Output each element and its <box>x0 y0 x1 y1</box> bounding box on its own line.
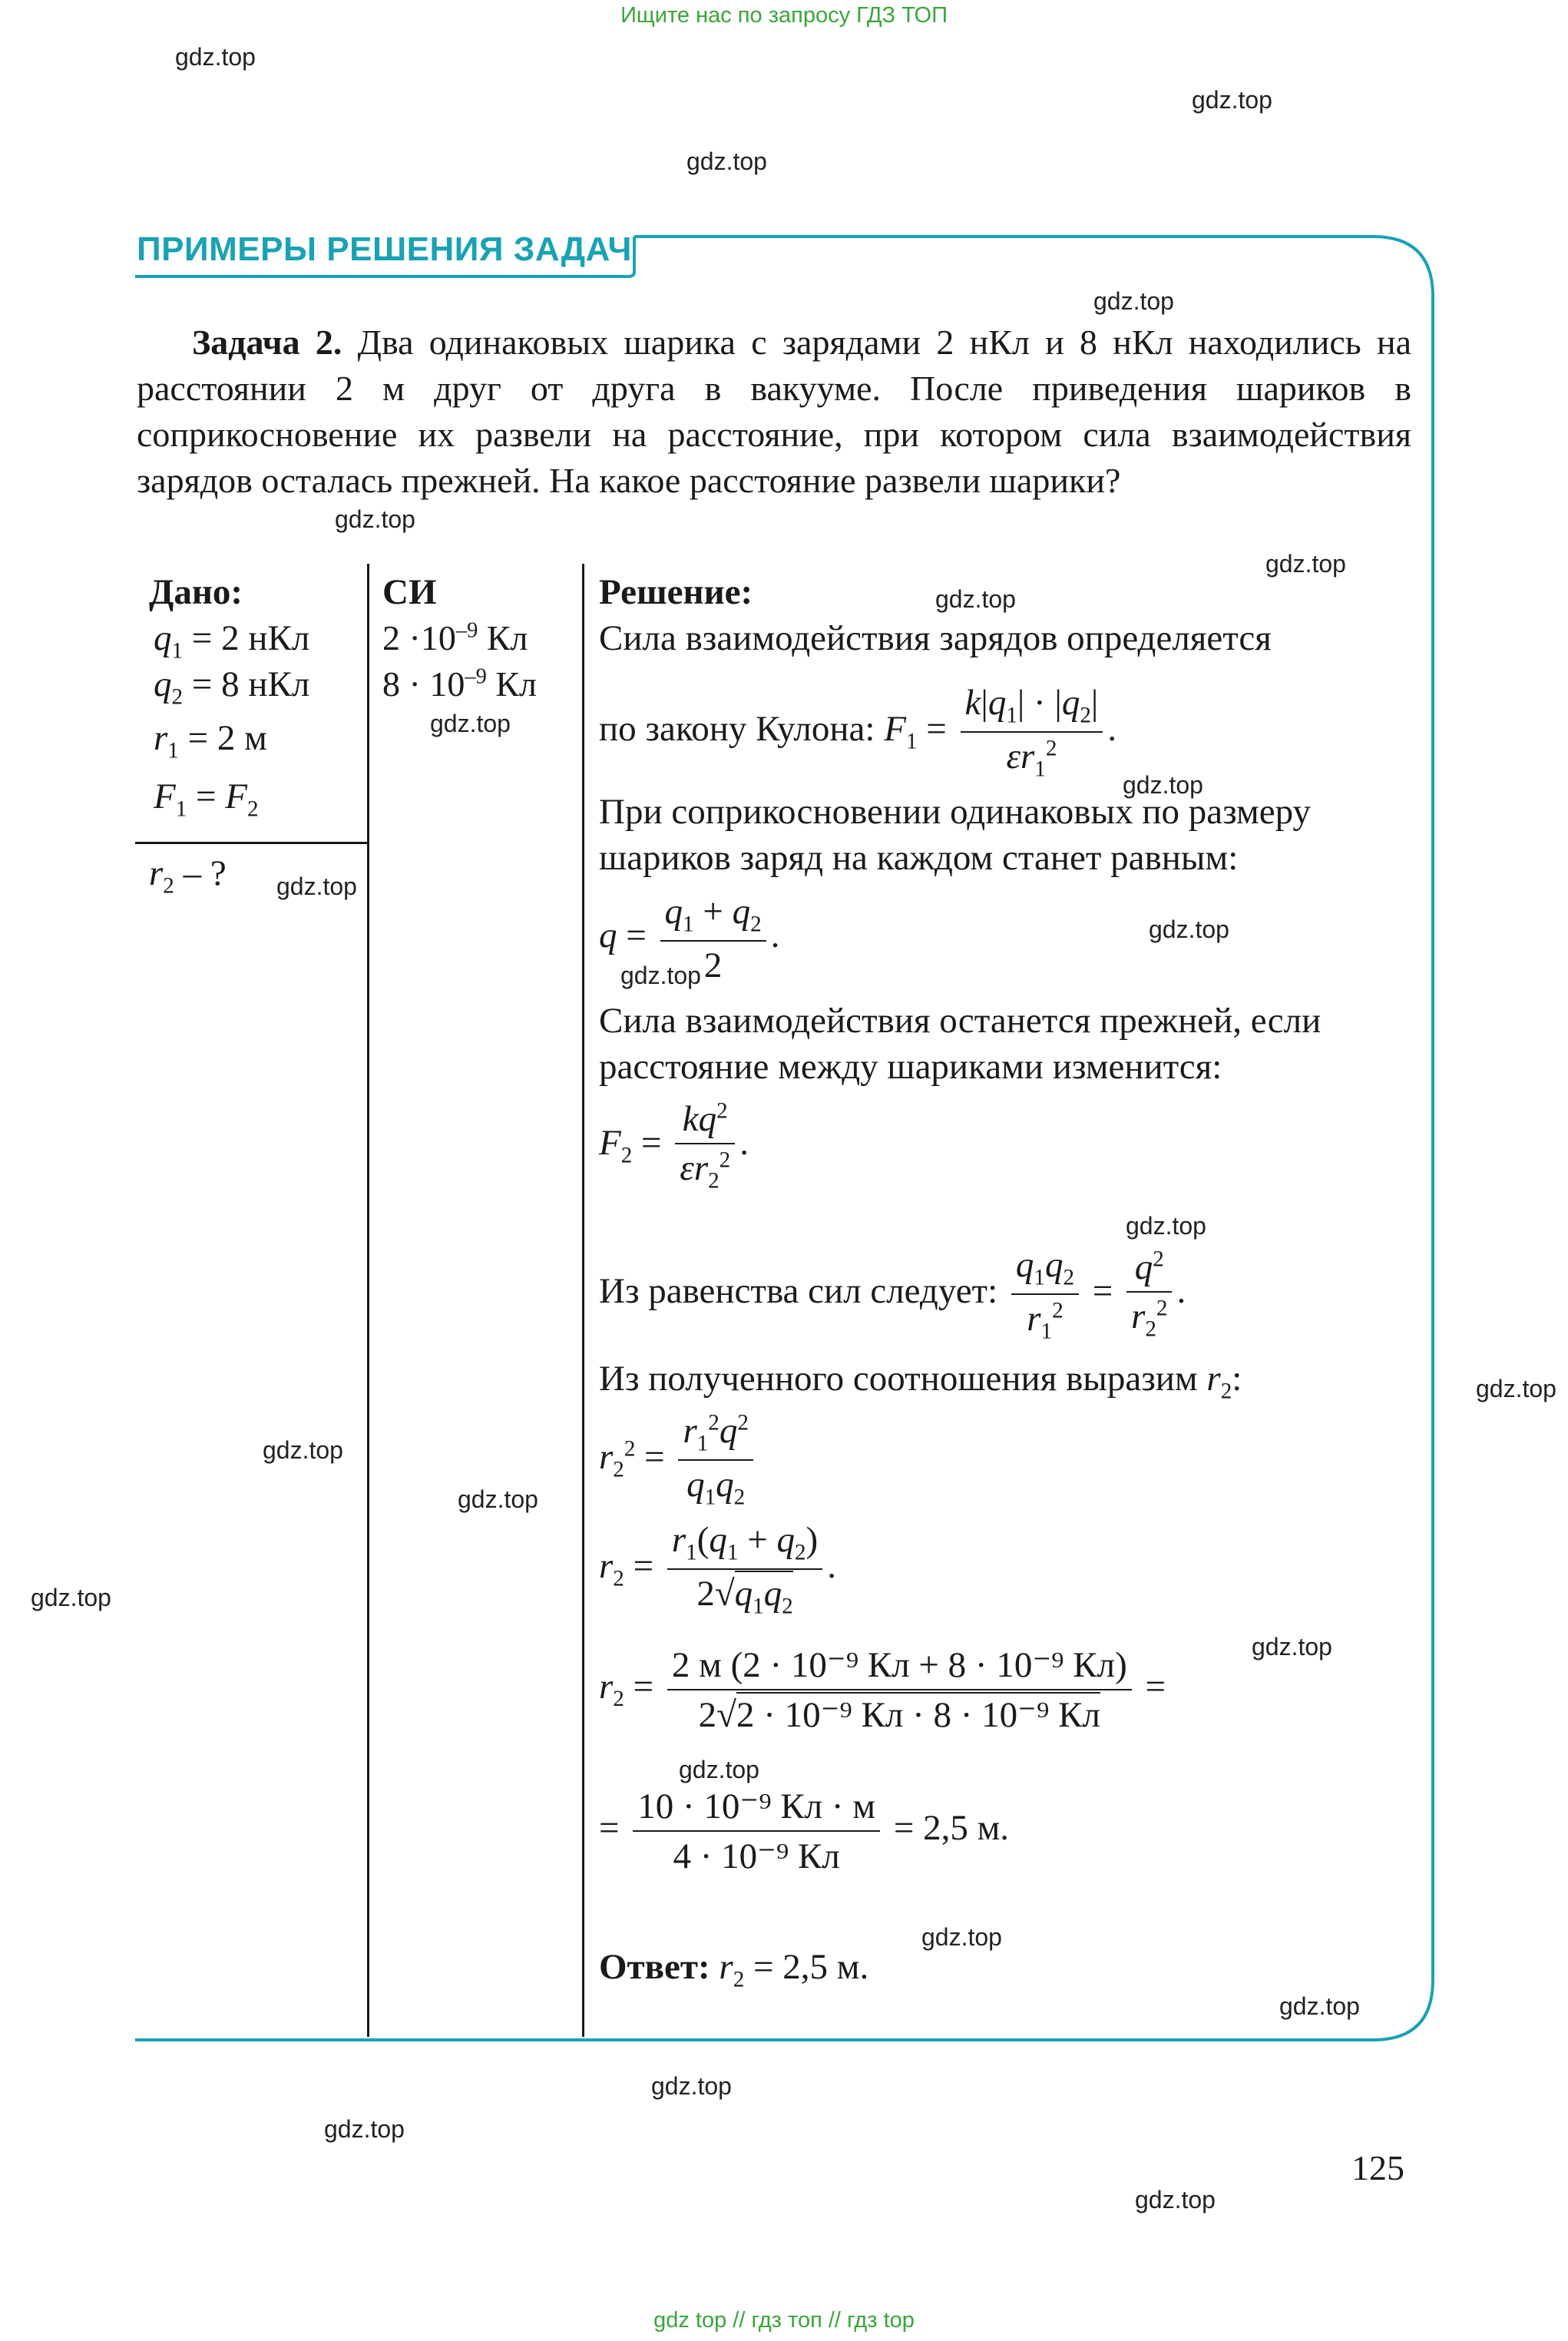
watermark: gdz.top <box>263 1436 343 1464</box>
watermark: gdz.top <box>935 585 1016 613</box>
r2-squared-fraction: $\frac{r_1^2q^2}{q_1q_2}$ <box>678 1410 753 1511</box>
watermark: gdz.top <box>686 147 767 175</box>
watermark: gdz.top <box>335 505 415 533</box>
force2-fraction: $\frac{kq^2}{\varepsilon r_2^2}$ <box>675 1098 735 1194</box>
watermark: gdz.top <box>458 1485 538 1513</box>
watermark: gdz.top <box>1265 550 1346 578</box>
footer-links[interactable]: gdz top // гдз топ // гдз top <box>653 2308 915 2333</box>
watermark: gdz.top <box>1149 916 1229 943</box>
solution-line-4: шариков заряд на каждом станет равным: <box>599 838 1239 878</box>
given-r1: $r_1 = 2$ м <box>154 718 267 763</box>
given-q2: $q_2 = 8$ нКл <box>154 664 310 710</box>
find-r2-label: – ? <box>183 853 227 893</box>
si-q2-exponent: –9 <box>465 664 487 689</box>
si-q1-unit: Кл <box>486 618 528 657</box>
watermark: gdz.top <box>175 43 256 71</box>
solution-coulomb-law: по закону Кулона: $F_1$ = $\frac{k|q_1| \cdot |q_2|}{\varepsilon r_1^2}$ . <box>599 683 1117 782</box>
substitution-fraction: $\frac{\text{2 м (2 · 10⁻⁹ Кл + 8 · 10⁻⁹ Кл)}}{\text{2√2 · 10⁻⁹ Кл · 8 · 10⁻⁹ Кл}}$ <box>667 1644 1132 1736</box>
equality-right-fraction: $\frac{q^2}{r_2^2}$ <box>1126 1247 1172 1342</box>
given-r1-value: = 2 м <box>187 718 267 758</box>
solution-line-8: Из полученного соотношения выразим <box>599 1359 1198 1399</box>
force2-formula: $F_2$ = $\frac{kq^2}{\varepsilon r_2^2}$ . <box>599 1098 749 1194</box>
r2-result: = $\frac{\text{10 · 10⁻⁹ Кл · м}}{\text{4 · 10⁻⁹ Кл}}$ = 2,5 м. <box>599 1786 1010 1876</box>
find-r2: $r_2$ – ? <box>149 853 227 899</box>
page-number: 125 <box>1351 2148 1404 2187</box>
watermark: gdz.top <box>620 962 701 989</box>
watermark: gdz.top <box>1476 1375 1556 1402</box>
watermark: gdz.top <box>1093 287 1174 315</box>
watermark: gdz.top <box>679 1756 759 1783</box>
solution-header: Решение: <box>599 572 753 612</box>
given-si-divider <box>367 564 369 2037</box>
solution-line-6: расстояние между шариками изменится: <box>599 1047 1222 1087</box>
watermark: gdz.top <box>1123 771 1203 799</box>
watermark: gdz.top <box>1126 1212 1206 1240</box>
watermark: gdz.top <box>276 872 357 900</box>
equality-left-fraction: $\frac{q_1q_2}{r_1^2}$ <box>1011 1244 1079 1345</box>
watermark: gdz.top <box>921 1923 1002 1951</box>
given-header: Дано: <box>149 572 243 612</box>
substitution-denominator: 2 · 10⁻⁹ Кл · 8 · 10⁻⁹ Кл <box>736 1692 1100 1735</box>
si-q2-unit: Кл <box>495 664 537 704</box>
solution-line-3: При соприкосновении одинаковых по размеру <box>599 792 1311 832</box>
given-q2-value: = 8 нКл <box>191 664 310 704</box>
watermark: gdz.top <box>1252 1633 1332 1661</box>
force-equality: Из равенства сил следует: $\frac{q_1q_2}{r_1^2}$ = $\frac{q^2}{r_2^2}$ . <box>599 1245 1186 1344</box>
r2-substitution: $r_2$ = $\frac{\text{2 м (2 · 10⁻⁹ Кл + 8 · 10⁻⁹ Кл)}}{\text{2√2 · 10⁻⁹ Кл · 8 · 10⁻⁹ Кл}}$ = <box>599 1645 1166 1735</box>
answer-value: = 2,5 м. <box>753 1947 869 1987</box>
problem-text: Два одинаковых шарика с зарядами 2 нКл и 8 нКл находились на расстоянии 2 м друг от друга в вакууме. После приведения шариков в соприкосновение их развели на расстояние, при котором сила взаимодействия зарядов осталась прежней. На какое расстояние развели шарики? <box>137 323 1411 500</box>
r2-squared-formula: $r_2^2$ = $\frac{r_1^2q^2}{q_1q_2}$ <box>599 1410 758 1511</box>
given-q1-value: = 2 нКл <box>191 618 310 658</box>
problem-label: Задача 2. <box>192 323 342 362</box>
solution-line-1: Сила взаимодействия зарядов определяется <box>599 618 1272 658</box>
solution-line-7: Из равенства сил следует: <box>599 1271 998 1312</box>
r2-formula: $r_2$ = $\frac{r_1(q_1 + q_2)}{2√q_1q_2}$ . <box>599 1520 836 1619</box>
si-q1-exponent: –9 <box>455 618 478 643</box>
answer-label: Ответ: <box>599 1947 710 1987</box>
result-numerator: 10 · 10⁻⁹ Кл · м <box>633 1785 880 1832</box>
given-q1: $q_1 = 2$ нКл <box>154 618 310 664</box>
watermark: gdz.top <box>324 2115 405 2143</box>
watermark: gdz.top <box>1279 1992 1360 2020</box>
express-r2-line: Из полученного соотношения выразим $r_2$: <box>599 1359 1242 1404</box>
coulomb-fraction: $\frac{k|q_1| \cdot |q_2|}{\varepsilon r_1^2}$ <box>961 682 1103 783</box>
watermark: gdz.top <box>430 710 511 737</box>
given-find-divider <box>135 842 369 844</box>
given-equal-sign: = <box>196 776 217 816</box>
solution-line-2: по закону Кулона: <box>599 709 875 750</box>
watermark: gdz.top <box>651 2072 732 2100</box>
result-fraction <box>633 1785 880 1877</box>
top-search-banner: Ищите нас по запросу ГДЗ ТОП <box>620 3 948 28</box>
solution-line-5: Сила взаимодействия останется прежней, если <box>599 1001 1322 1041</box>
watermark: gdz.top <box>1192 86 1272 114</box>
section-title: ПРИМЕРЫ РЕШЕНИЯ ЗАДАЧ <box>137 230 632 268</box>
si-header: СИ <box>382 572 437 612</box>
substitution-numerator: 2 м (2 · 10⁻⁹ Кл + 8 · 10⁻⁹ Кл) <box>667 1644 1132 1690</box>
si-q1 <box>382 618 528 658</box>
result-value: = 2,5 м. <box>893 1807 1010 1848</box>
problem-statement <box>137 320 1411 504</box>
answer: Ответ: $r_2 = 2,5$ м. <box>599 1947 869 1992</box>
si-q2 <box>382 664 537 704</box>
charge-formula: q = $\frac{q_1 + q_2}{2}$ . <box>599 892 780 986</box>
si-q2-mantissa: 8 · 10 <box>382 664 465 704</box>
r2-fraction: $\frac{r_1(q_1 + q_2)}{2√q_1q_2}$ <box>667 1519 822 1620</box>
si-q1-mantissa: 2 ·10 <box>382 618 456 657</box>
watermark: gdz.top <box>31 1584 111 1611</box>
given-forces-equal: $F_1 = F_2$ <box>154 776 259 822</box>
watermark: gdz.top <box>1135 2186 1216 2214</box>
si-solution-divider <box>582 564 584 2037</box>
result-denominator: 4 · 10⁻⁹ Кл <box>673 1836 840 1876</box>
charge-fraction: $\frac{q_1 + q_2}{2}$ <box>660 891 766 986</box>
